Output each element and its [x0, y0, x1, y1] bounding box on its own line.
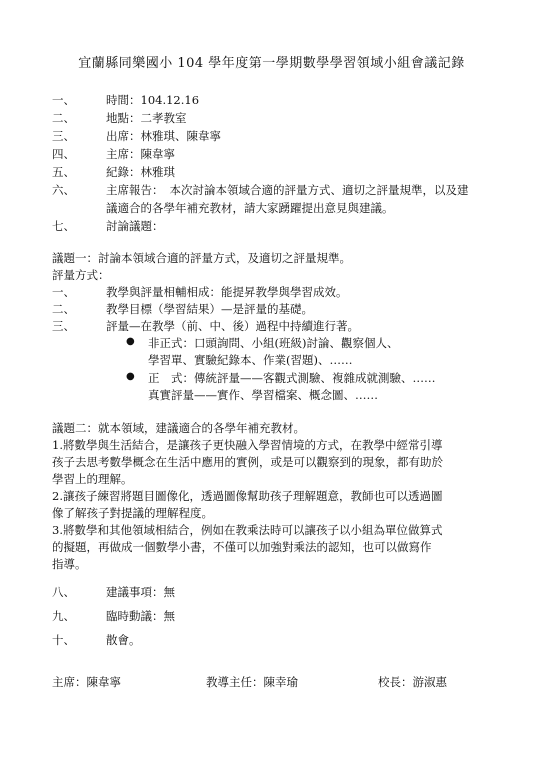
- item-number: 五、: [52, 165, 75, 179]
- item-number: 九、: [52, 609, 75, 623]
- topic1-subheading: 評量方式：: [52, 268, 110, 282]
- closing-item-adjourn: [52, 632, 141, 648]
- topic2-line: 學習上的理解。: [52, 472, 133, 486]
- signature-principal: 校長：游淑惠: [378, 675, 447, 689]
- item-number: 十、: [52, 633, 75, 647]
- item-text: 散會。: [106, 633, 141, 647]
- topic2-line: 像了解孩子對提議的理解程度。: [52, 506, 213, 520]
- topic2-heading: 議題二：就本領域，建議適合的各學年補充教材。: [52, 421, 305, 435]
- item-number: 二、: [52, 302, 75, 316]
- item-number: 四、: [52, 147, 75, 161]
- topic2-line: 孩子去思考數學概念在生活中應用的實例，或是可以觀察到的現象，都有助於: [52, 455, 443, 469]
- header-item-recorder: [52, 164, 175, 180]
- item-number: 八、: [52, 585, 75, 599]
- bullet-formal-line1: 正 式：傳統評量——客觀式測驗、複雜成就測驗、……: [148, 371, 436, 385]
- item-text: 教學與評量相輔相成：能提昇教學與學習成效。: [106, 285, 348, 299]
- bullet-formal-line2: 真實評量——實作、學習檔案、概念圖、……: [148, 388, 378, 402]
- item-number: 一、: [52, 285, 75, 299]
- item-number: 一、: [52, 93, 75, 107]
- signature-director: 教導主任：陳幸瑜: [206, 675, 298, 689]
- header-item-chair-report: [52, 182, 469, 198]
- header-item-chair: [52, 146, 175, 162]
- header-item-location: [52, 110, 187, 126]
- item-text: 評量—在教學（前、中、後）過程中持續進行著。: [106, 319, 359, 333]
- bullet-informal-line2: 學習單、實驗紀錄本、作業(習題)、……: [148, 353, 353, 367]
- item-value: 二孝教室: [140, 111, 187, 125]
- topic2-line: 指導。: [52, 557, 87, 571]
- topic2-line: 3.將數學和其他領域相結合，例如在教乘法時可以讓孩子以小組為單位做算式: [52, 523, 443, 537]
- header-item-discussion: [52, 218, 164, 234]
- topic1-item: [52, 318, 359, 334]
- item-value: 林雅琪、陳韋寧: [140, 129, 221, 143]
- header-item-attendees: [52, 128, 221, 144]
- item-label: 主席：: [106, 147, 141, 161]
- topic1-heading: 議題一：討論本領域合適的評量方式，及適切之評量規準。: [52, 251, 351, 265]
- item-number: 三、: [52, 319, 75, 333]
- topic2-line: 1.將數學與生活結合，是讓孩子更快融入學習情境的方式，在教學中經常引導: [52, 438, 443, 452]
- closing-item-suggestions: [52, 584, 175, 600]
- item-label: 地點：: [106, 111, 141, 125]
- item-text: 建議事項：無: [106, 585, 175, 599]
- topic2-line: 的擬題，再做成一個數學小書，不僅可以加強對乘法的認知，也可以做寫作: [52, 540, 432, 554]
- topic2-line: 2.讓孩子練習將題目圖像化，透過圖像幫助孩子理解題意，教師也可以透過圖: [52, 489, 443, 503]
- topic1-item: [52, 284, 348, 300]
- item-value: 林雅琪: [140, 165, 175, 179]
- item-text: 教學目標（學習結果）—是評量的基礎。: [106, 302, 313, 316]
- item-label: 討論議題：: [106, 219, 164, 233]
- header-item-time: [52, 92, 199, 108]
- item-number: 七、: [52, 219, 75, 233]
- item-value: 陳韋寧: [140, 147, 175, 161]
- bullet-informal-line1: 非正式：口頭詢問、小組(班級)討論、觀察個人、: [148, 336, 399, 350]
- closing-item-motions: [52, 608, 175, 624]
- item-label: 出席：: [106, 129, 141, 143]
- chair-report-continuation: 議適合的各學年補充教材，請大家踴躍提出意見與建議。: [106, 201, 394, 215]
- item-label: 時間：: [106, 93, 141, 107]
- item-value: 本次討論本領域合適的評量方式、適切之評量規準，以及建: [169, 183, 469, 197]
- item-value: 104.12.16: [140, 93, 200, 107]
- item-label: 紀錄：: [106, 165, 141, 179]
- item-text: 臨時動議：無: [106, 609, 175, 623]
- topic1-item: [52, 301, 313, 317]
- item-number: 二、: [52, 111, 75, 125]
- item-label: 主席報告：: [106, 183, 164, 197]
- document-title: 宜蘭縣同樂國小 104 學年度第一學期數學學習領域小組會議記錄: [78, 56, 465, 71]
- bullet-icon: ●: [126, 371, 135, 382]
- item-number: 六、: [52, 183, 75, 197]
- signature-chair: 主席：陳韋寧: [52, 675, 121, 689]
- bullet-icon: ●: [126, 336, 135, 347]
- item-number: 三、: [52, 129, 75, 143]
